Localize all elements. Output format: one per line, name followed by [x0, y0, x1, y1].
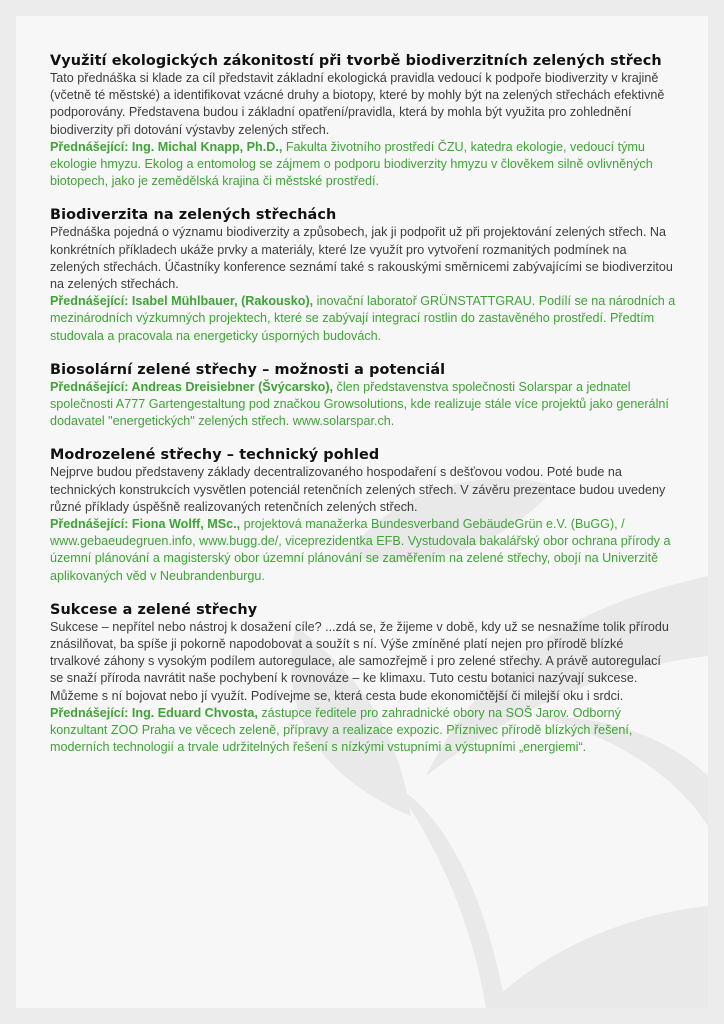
content-column: [50, 52, 676, 773]
speaker-info: [50, 379, 676, 431]
section-title: Modrozelené střechy – technický pohled: [50, 447, 380, 464]
section-title: Biodiverzita na zelených střechách: [50, 207, 337, 224]
speaker-label: Přednášející: Isabel Mühlbauer, (Rakousko),: [50, 294, 314, 309]
section-title: Využití ekologických zákonitostí při tvorbě biodiverzitních zelených střech: [50, 53, 662, 69]
section-ecological-principles: [50, 52, 676, 190]
section-biodiversity-roofs: [50, 206, 676, 344]
speaker-info: [50, 705, 676, 757]
section-body: Sukcese – nepřítel nebo nástroj k dosažení cíle? ...zdá se, že žijeme v době, kdy už se nesnažíme tolik přírodu znásilňovat, ba spíše ji pokorně napodobovat a soužít s ní. Výše zmíněné platí nejen pro přírodě blízké trvalkové záhony s vysokým podílem autoregulace, ale samozřejmě i pro zelené střechy. A právě autoregulací se snaží příroda navrátit naše pochybení k rovnováze – ke klimaxu. Tuto cestu botanici nazývají sukcese. Můžeme s ní bojovat nebo jí využít. Podívejme se, která cesta bude ekonomičtější či milejší oku i srdci.: [50, 619, 669, 703]
speaker-info: [50, 293, 676, 345]
speaker-label: Přednášející: Andreas Dreisiebner (Švýcarsko),: [50, 379, 334, 394]
speaker-description: projektová manažerka Bundesverband GebäudeGrün e.V. (BuGG), / www.gebaeudegruen.info, www.bugg.de/, viceprezidentka EFB. Vystudovala bakalářský obor ochrana přírody a územní plánování a magisterský obor územní plánování se zaměřením na zelené střechy, obojí na Univerzitě aplikovaných věd v Neubrandenburgu.: [50, 517, 671, 583]
document-page: [16, 16, 708, 1008]
section-title: Sukcese a zelené střechy: [50, 601, 258, 618]
section-body: Přednáška pojedná o významu biodiverzity a způsobech, jak ji podpořit už při projektování zelených střech. Na konkrétních příkladech ukáže prvky a materiály, které lze využít pro vytvoření rozmanitých podmínek na zelených střechách. Účastníky konference seznámí také s rakouskými směrnicemi zabývajícími se biodiverzitou na zelených střechách.: [50, 225, 673, 292]
speaker-description: člen představenstva společnosti Solarspar a jednatel společnosti A777 Gartengestaltung pod značkou Growsolutions, kde realizuje stále více projektů jako generální dodavatel "energetických" zelených střech. www.solarspar.ch.: [50, 379, 669, 429]
section-succession: [50, 601, 676, 757]
speaker-label: Přednášející: Fiona Wolff, MSc.,: [50, 517, 241, 532]
speaker-description: zástupce ředitele pro zahradnické obory na SOŠ Jarov. Odborný konzultant ZOO Praha ve věcech zeleně, přípravy a realizace expozic. Příznivec přírodě blízkých řešení, moderních technologií a trvale udržitelných řešení s nízkými vstupními a výstupními „energiemi“.: [50, 705, 633, 755]
speaker-label: Přednášející: Ing. Eduard Chvosta,: [50, 705, 258, 720]
speaker-label: Přednášející: Ing. Michal Knapp, Ph.D.,: [50, 139, 283, 154]
speaker-info: [50, 139, 676, 191]
speaker-info: [50, 516, 676, 585]
section-body: Tato přednáška si klade za cíl představit základní ekologická pravidla vedoucí k podpoře biodiverzity v krajině (včetně té městské) a identifikovat vzácné druhy a biotopy, které by mohly být na zelených střechách efektivně podporovány. Představena budou i základní opatření/pravidla, která by mohla být využita pro zohlednění biodiverzity při dotování výstavby zelených střech.: [50, 71, 665, 137]
speaker-description: inovační laboratoř GRÜNSTATTGRAU. Podílí se na národních a mezinárodních výzkumných projektech, které se zabývají integrací rostlin do zastavěného prostředí. Předtím studovala a pracovala na energeticky úsporných budovách.: [50, 294, 676, 343]
section-title: Biosolární zelené střechy – možnosti a potenciál: [50, 361, 446, 378]
section-biosolar-roofs: [50, 361, 676, 431]
section-blue-green-roofs: [50, 446, 676, 584]
section-body: Nejprve budou představeny základy decentralizovaného hospodaření s dešťovou vodou. Poté bude na technických konstrukcích vysvětlen potenciál retenčních zelených střech. V závěru prezentace budou uvedeny různé příklady úspěšně realizovaných retenčních zelených střech.: [50, 465, 666, 514]
speaker-description: Fakulta životního prostředí ČZU, katedra ekologie, vedoucí týmu ekologie hmyzu. Ekolog a entomolog se zájmem o podporu biodiverzity hmyzu v člověkem silně ovlivněných biotopech, jako je zemědělská krajina či městské prostředí.: [50, 139, 653, 189]
